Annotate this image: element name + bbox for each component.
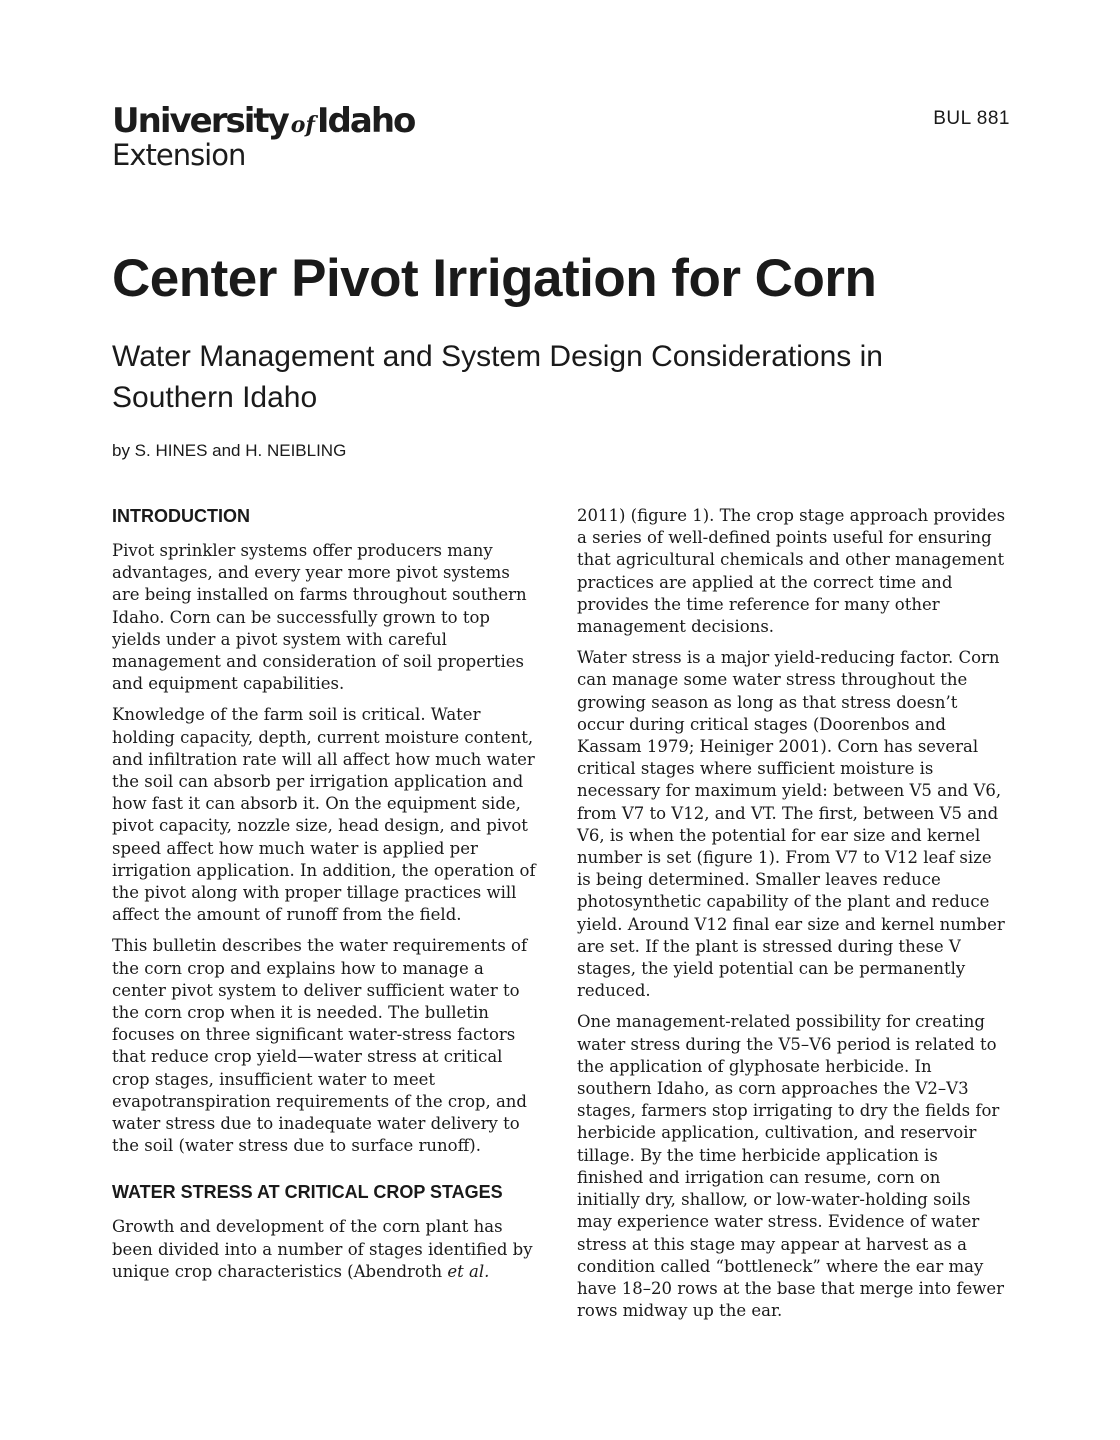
right-column: [577, 505, 1007, 1331]
page-title: Center Pivot Irrigation for Corn: [112, 249, 877, 308]
logo-extension-text: Extension: [112, 138, 246, 172]
body-paragraph: Water stress is a major yield-reducing factor. Corn can manage some water stress throughout the growing season as long as that stress doesn’t occur during critical stages (Doorenbos and Kassam 1979; Heiniger 2001). Corn has several critical stages where sufficient moisture is necessary for maximum yield: between V5 and V6, from V7 to V12, and VT. The first, between V5 and V6, is when the potential for ear size and kernel number is set (figure 1). From V7 to V12 leaf size is being determined. Smaller leaves reduce photosynthetic capability of the plant and reduce yield. Around V12 final ear size and kernel number are set. If the plant is stressed during these V stages, the yield potential can be permanently reduced.: [577, 648, 1005, 1001]
body-paragraph: 2011) (figure 1). The crop stage approach provides a series of well-defined points useful for ensuring that agricultural chemicals and other management practices are applied at the correct time and provides the time reference for many other management decisions.: [577, 506, 1006, 637]
water-stress-paragraph: [112, 1216, 542, 1283]
logo-idaho-text: Idaho: [316, 101, 415, 141]
logo-university-text: University: [112, 101, 288, 141]
logo-wordmark: [112, 101, 415, 142]
citation-emphasis: et al.: [447, 1261, 490, 1281]
logo-of-text: of: [290, 112, 315, 138]
intro-paragraph: Knowledge of the farm soil is critical. Water holding capacity, depth, current moisture content, and infiltration rate will all affect how much water the soil can absorb per irrigation application and how fast it can absorb it. On the equipment side, pivot capacity, nozzle size, head design, and pivot speed affect how much water is applied per irrigation application. In addition, the operation of the pivot along with proper tillage practices will affect the amount of runoff from the field.: [112, 705, 536, 925]
left-column: [112, 505, 542, 1292]
introduction-heading: INTRODUCTION: [112, 506, 250, 526]
page-subtitle: Water Management and System Design Considerations in Southern Idaho: [112, 340, 883, 414]
water-stress-paragraph-text: Growth and development of the corn plant has been divided into a number of stages identified by unique crop characteristics (Abendroth: [112, 1217, 533, 1281]
water-stress-heading: WATER STRESS AT CRITICAL CROP STAGES: [112, 1182, 503, 1203]
body-paragraph: One management-related possibility for creating water stress during the V5–V6 period is related to the application of glyphosate herbicide. In southern Idaho, as corn approaches the V2–V3 stages, farmers stop irrigating to dry the fields for herbicide application, cultivation, and reservoir tillage. By the time herbicide application is finished and irrigation can resume, corn on initially dry, shallow, or low-water-holding soils may experience water stress. Evidence of water stress at this stage may appear at harvest as a condition called “bottleneck” where the ear may have 18–20 rows at the base that merge into fewer rows midway up the ear.: [577, 1012, 1004, 1321]
intro-paragraph: Pivot sprinkler systems offer producers many advantages, and every year more pivot systems are being installed on farms throughout southern Idaho. Corn can be successfully grown to top yields under a pivot system with careful management and consideration of soil properties and equipment capabilities.: [112, 541, 527, 694]
author-byline: by S. HINES and H. NEIBLING: [112, 441, 347, 460]
university-of-idaho-extension-logo: [112, 101, 415, 172]
bulletin-number: BUL 881: [933, 108, 1010, 129]
intro-paragraph: This bulletin describes the water requirements of the corn crop and explains how to manage a center pivot system to deliver sufficient water to the corn crop when it is needed. The bulletin focuses on three significant water-stress factors that reduce crop yield—water stress at critical crop stages, insufficient water to meet evapotranspiration requirements of the crop, and water stress due to inadequate water delivery to the soil (water stress due to surface runoff).: [112, 936, 528, 1156]
